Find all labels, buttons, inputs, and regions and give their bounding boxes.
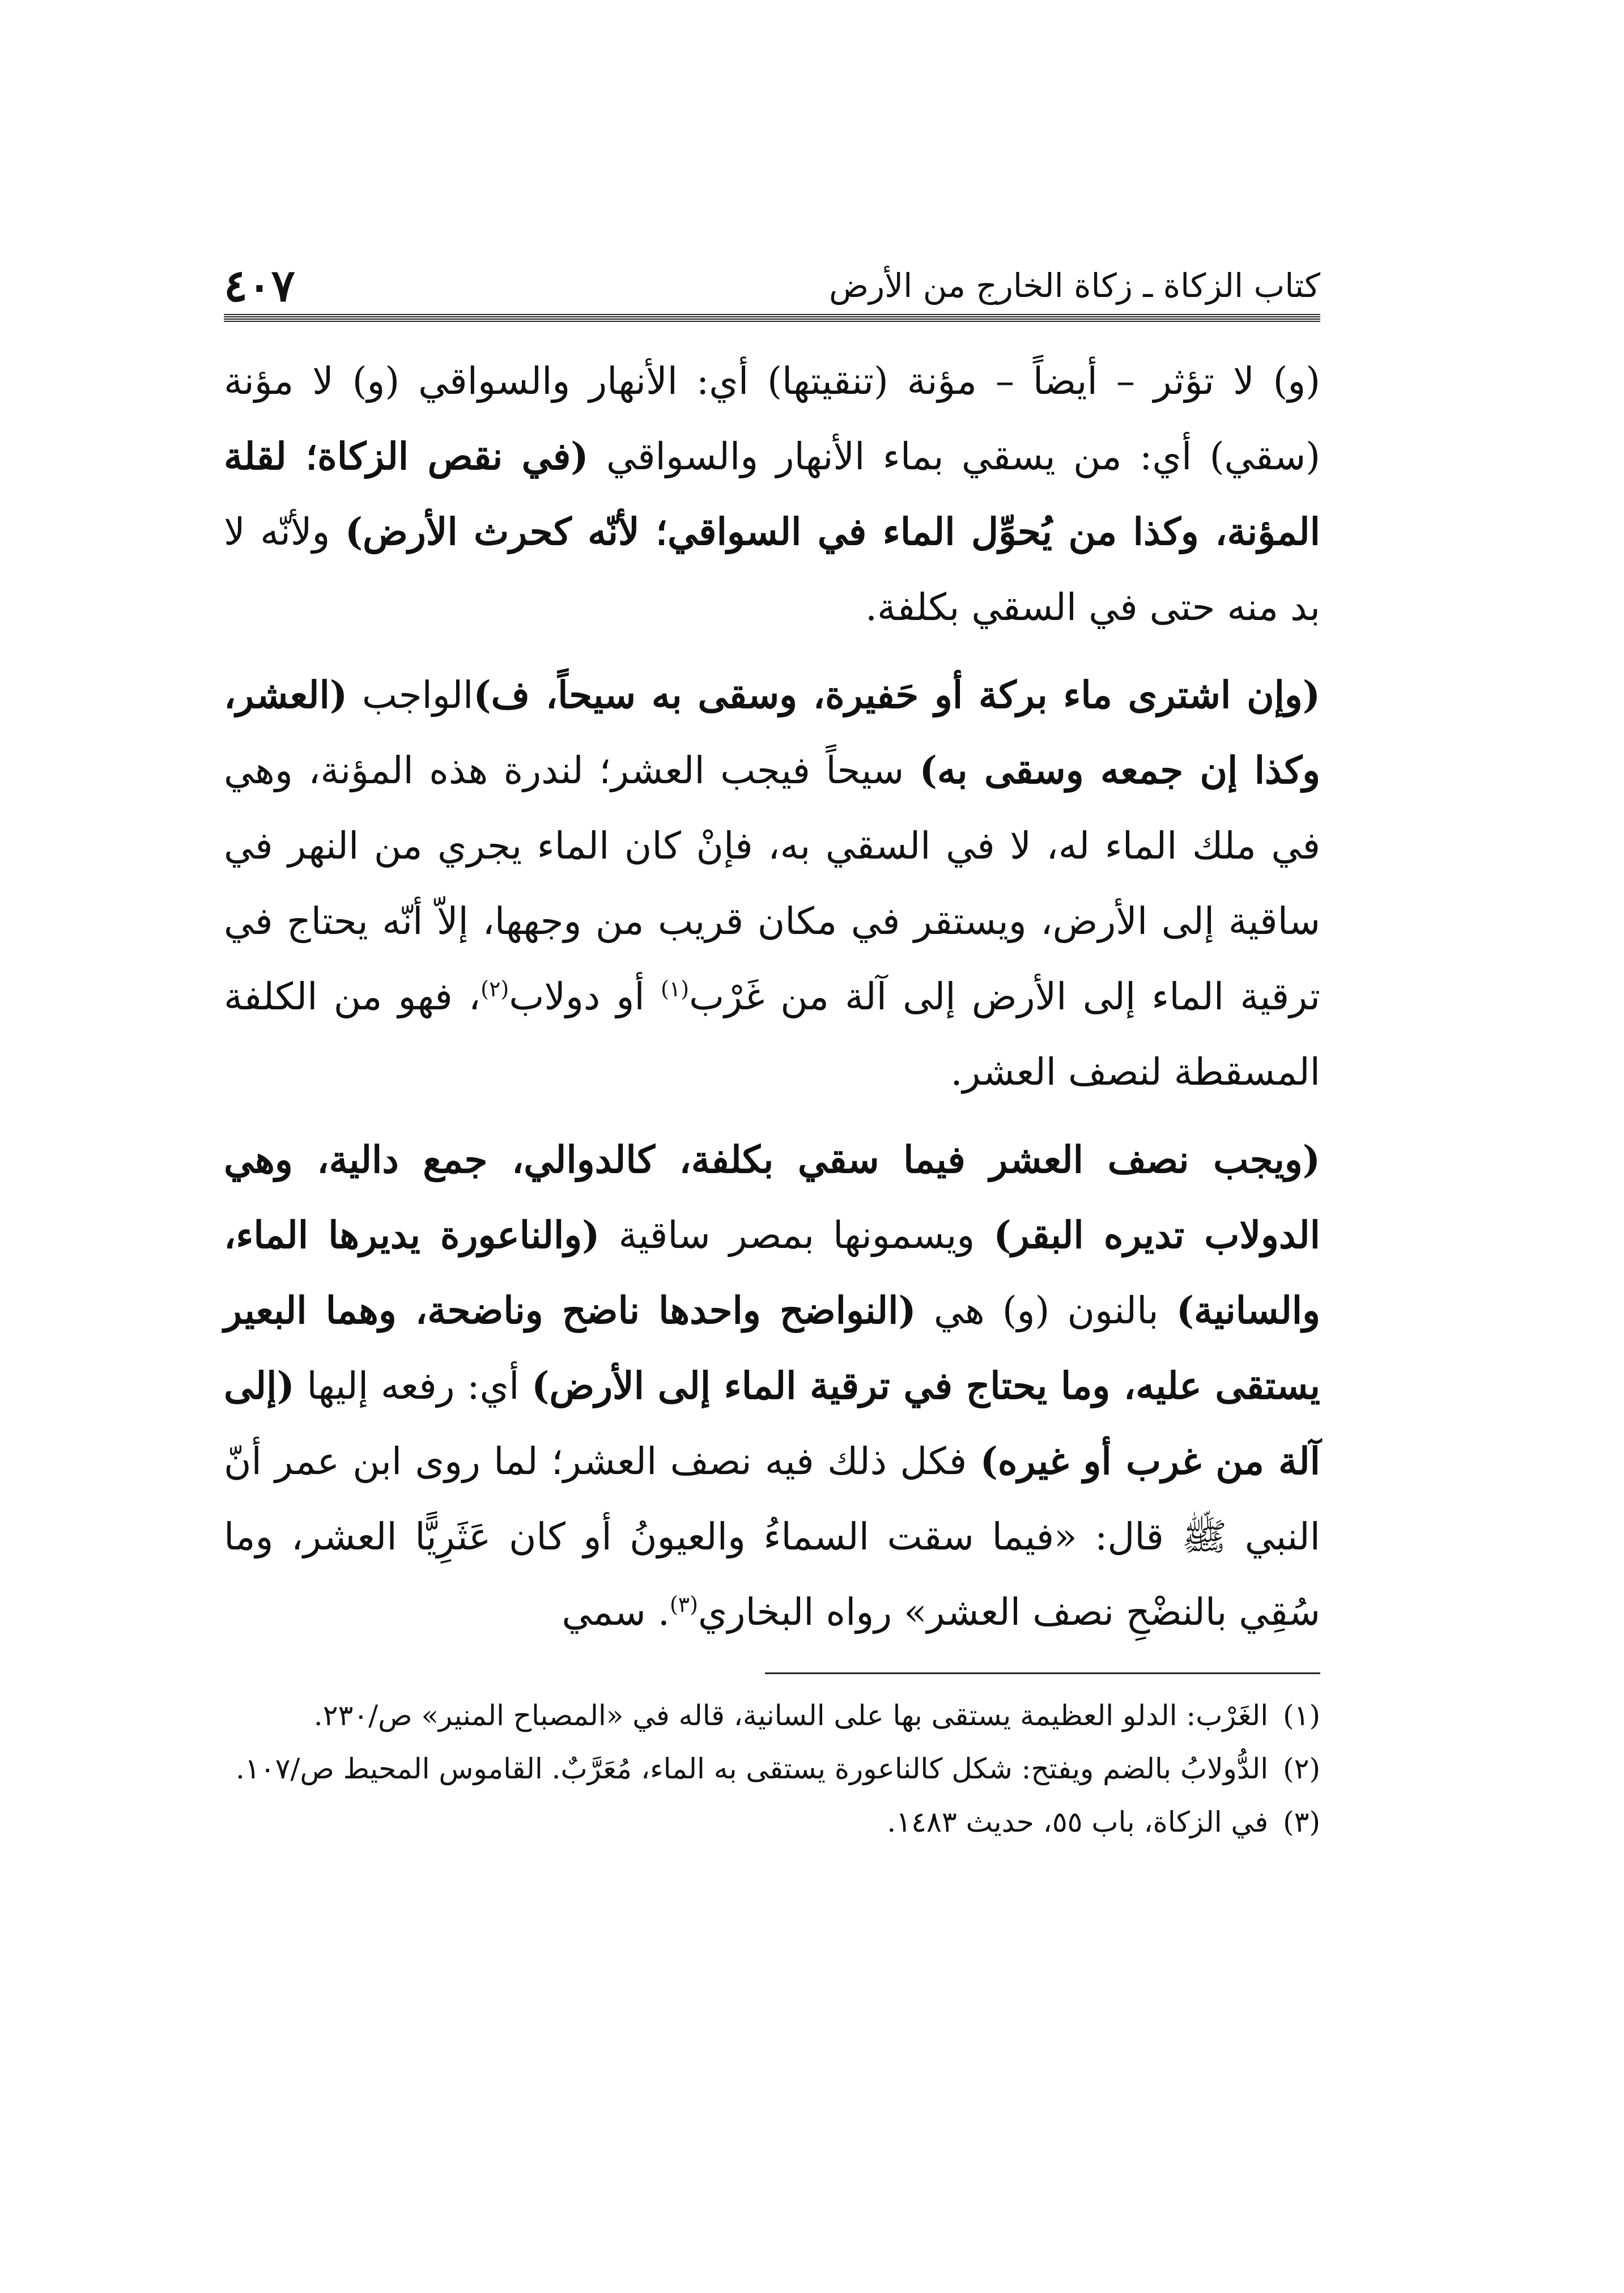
page-header xyxy=(224,238,1320,312)
body-text xyxy=(224,343,1320,1650)
paragraph xyxy=(224,1122,1320,1650)
footnote-marker: (١) xyxy=(1283,1699,1320,1732)
footnote-separator xyxy=(765,1672,1320,1674)
footnotes xyxy=(224,1691,1320,1846)
bold-segment: (في نقص الزكاة؛ لقلة المؤنة، وكذا من يُحوِّل الماء في السواقي؛ لأنّه كحرث الأرض) xyxy=(224,434,1320,554)
bold-segment: (ويجب نصف العشر فيما سقي بكلفة، كالدوالي، جمع دالية، وهي الدولاب تديره البقر) xyxy=(224,1137,1320,1257)
footnote xyxy=(224,1798,1320,1846)
bold-segment: (إلى آلة من غرب أو غيره) xyxy=(224,1364,1321,1483)
bold-segment: (والناعورة يديرها الماء، والسانية) xyxy=(224,1213,1321,1332)
text-segment: أي: رفعه إليها xyxy=(294,1364,532,1408)
header-rule xyxy=(224,314,1320,322)
bold-segment: (النواضح واحدها ناضح وناضحة، وهما البعير يستقى عليه، وما يحتاج في ترقية الماء إلى الأرض) xyxy=(224,1288,1320,1408)
footnote-marker: (٢) xyxy=(1283,1752,1320,1785)
text-segment: أو دولاب xyxy=(509,975,661,1018)
bold-segment: (العشر، وكذا إن جمعه وسقى به) xyxy=(224,673,1320,792)
text-segment: (و) لا تؤثر – أيضاً – مؤنة (تنقيتها) أي: الأنهار والسواقي (و) لا مؤنة (سقي) أي: من يسقي بماء الأنهار والسواقي xyxy=(224,359,1320,478)
text-segment: ويسمونها بمصر ساقية xyxy=(600,1213,994,1257)
page-number: ٤٠٧ xyxy=(224,260,295,312)
running-title: كتاب الزكاة ـ زكاة الخارج من الأرض xyxy=(828,266,1320,305)
footnote-ref[interactable]: (٣) xyxy=(669,1592,698,1617)
text-segment: . سمي xyxy=(562,1590,670,1634)
footnote-text: الغَرْب: الدلو العظيمة يستقى بها على السانية، قاله في «المصباح المنير» ص/٢٣٠. xyxy=(313,1699,1269,1732)
text-segment: بالنون (و) هي xyxy=(916,1289,1176,1332)
footnote xyxy=(224,1744,1320,1793)
book-page xyxy=(224,238,1320,2165)
footnote-text: الدُّولابُ بالضم ويفتح: شكل كالناعورة يستقى به الماء، مُعَرَّبٌ. القاموس المحيط ص/١٠٧. xyxy=(236,1752,1269,1785)
text-segment: الواجب xyxy=(347,673,474,717)
text-segment: ولأنّه لا بد منه حتى في السقي بكلفة. xyxy=(224,510,1320,629)
footnote-ref[interactable]: (٢) xyxy=(481,976,509,1001)
footnote xyxy=(224,1691,1320,1740)
bold-segment: (وإن اشترى ماء بركة أو حَفيرة، وسقى به سيحاً، ف) xyxy=(473,673,1321,717)
footnote-ref[interactable]: (١) xyxy=(660,976,690,1001)
footnote-text: في الزكاة، باب ٥٥، حديث ١٤٨٣. xyxy=(887,1806,1269,1838)
text-segment: ، فهو من الكلفة المسقطة لنصف العشر. xyxy=(224,975,1320,1094)
text-segment: فكل ذلك فيه نصف العشر؛ لما روى ابن عمر أنّ النبي ﷺ قال: «فيما سقت السماءُ والعيونُ أو كان عَثَرِيًّا العشر، وما سُقِي بالنضْحِ نصف العشر» رواه البخاري xyxy=(224,1440,1320,1634)
text-segment: سيحاً فيجب العشر؛ لندرة هذه المؤنة، وهي في ملك الماء له، لا في السقي به، فإنْ كان الماء يجري من النهر في ساقية إلى الأرض، ويستقر في مكان قريب من وجهها، إلاّ أنّه يحتاج في ترقية الماء إلى الأرض إلى آلة من غَرْب xyxy=(224,749,1320,1018)
paragraph xyxy=(224,657,1320,1110)
paragraph xyxy=(224,343,1320,645)
footnote-marker: (٣) xyxy=(1283,1806,1320,1838)
